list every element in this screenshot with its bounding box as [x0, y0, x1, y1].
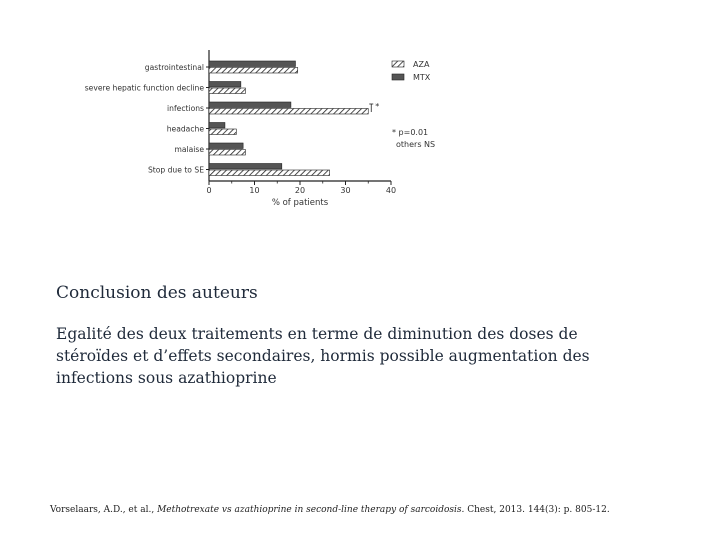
bar-mtx — [209, 123, 225, 129]
x-axis-title: % of patients — [271, 198, 329, 208]
bar-mtx — [209, 82, 241, 88]
bar-aza — [209, 109, 368, 115]
bar-mtx — [209, 143, 243, 149]
legend-swatch-aza — [392, 61, 404, 67]
reference-source: Chest, 2013. 144(3): p. 805-12. — [464, 505, 610, 515]
note-others-ns: others NS — [396, 140, 436, 149]
x-tick-label: 0 — [206, 186, 212, 195]
category-label: Stop due to SE — [147, 165, 204, 175]
category-label: severe hepatic function decline — [84, 83, 204, 93]
note-p-value: * p=0.01 — [392, 128, 429, 137]
category-label: infections — [167, 104, 204, 113]
category-label: malaise — [174, 145, 204, 154]
reference-authors: Vorselaars, A.D., et al., — [50, 505, 158, 515]
legend-label-mtx: MTX — [413, 73, 431, 82]
category-label: headache — [166, 124, 204, 134]
significance-marker: * — [375, 102, 380, 111]
bar-aza — [209, 170, 330, 176]
reference-title: Methotrexate vs azathioprine in second-line therapy of sarcoidosis. — [157, 505, 465, 515]
reference-citation — [50, 505, 710, 515]
category-label: gastrointestinal — [144, 63, 204, 72]
bar-mtx — [209, 102, 291, 108]
bar-aza — [209, 129, 236, 135]
adverse-events-chart — [0, 0, 720, 260]
bar-aza — [209, 150, 245, 156]
bar-mtx — [209, 164, 282, 170]
bar-aza — [209, 68, 298, 74]
x-tick-label: 20 — [294, 186, 306, 195]
legend-label-aza: AZA — [413, 60, 430, 69]
bar-aza — [209, 88, 245, 94]
conclusion-text: Egalité des deux traitements en terme de diminution des doses de stéroïdes et d’effets secondaires, hormis possible augmentation des infections sous azathioprine — [56, 325, 590, 387]
conclusion-title: Conclusion des auteurs — [56, 283, 258, 303]
x-tick-label: 40 — [385, 186, 397, 195]
x-tick-label: 30 — [340, 186, 351, 195]
legend-swatch-mtx — [392, 74, 404, 80]
bar-mtx — [209, 61, 295, 67]
x-tick-label: 10 — [249, 186, 260, 195]
